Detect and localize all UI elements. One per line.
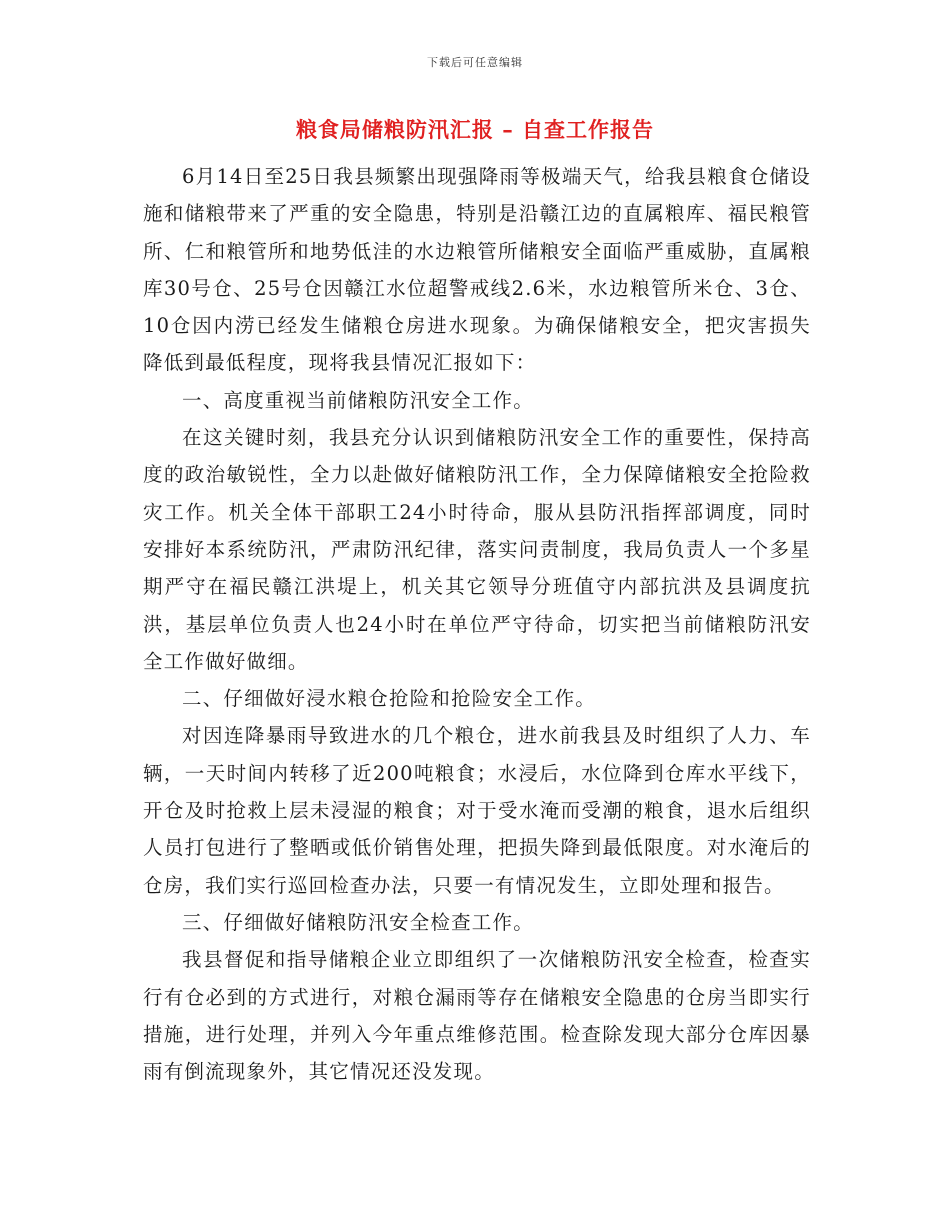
header-note: 下载后可任意编辑	[427, 56, 523, 69]
paragraph: 我县督促和指导储粮企业立即组织了一次储粮防汛安全检查，检查实行有仓必到的方式进行，对粮仓漏雨等存在储粮安全隐患的仓房当即实行措施，进行处理，并列入今年重点维修范围。检查除发现大部分仓库因暴雨有倒流现象外，其它情况还没发现。	[143, 948, 811, 1084]
section-heading: 三、仔细做好储粮防汛安全检查工作。	[182, 910, 534, 934]
paragraph: 6月14日至25日我县频繁出现强降雨等极端天气，给我县粮食仓储设施和储粮带来了严重的安全隐患，特别是沿赣江边的直属粮库、福民粮管所、仁和粮管所和地势低洼的水边粮管所储粮安全面临严重威胁，直属粮库30号仓、25号仓因赣江水位超警戒线2.6米，水边粮管所米仓、3仓、10仓因内涝已经发生储粮仓房进水现象。为确保储粮安全，把灾害损失降低到最低程度，现将我县情况汇报如下：	[143, 165, 811, 375]
document-body	[143, 158, 811, 1090]
section-heading: 二、仔细做好浸水粮仓抢险和抢险安全工作。	[182, 687, 597, 711]
section-heading: 一、高度重视当前储粮防汛安全工作。	[182, 388, 534, 412]
paragraph: 对因连降暴雨导致进水的几个粮仓，进水前我县及时组织了人力、车辆，一天时间内转移了近200吨粮食；水浸后，水位降到仓库水平线下，开仓及时抢救上层未浸湿的粮食；对于受水淹而受潮的粮食，退水后组织人员打包进行了整晒或低价销售处理，把损失降到最低限度。对水淹后的仓房，我们实行巡回检查办法，只要一有情况发生，立即处理和报告。	[143, 724, 811, 897]
document-title: 粮食局储粮防汛汇报 – 自查工作报告	[295, 117, 655, 142]
paragraph: 在这关键时刻，我县充分认识到储粮防汛安全工作的重要性，保持高度的政治敏锐性，全力以赴做好储粮防汛工作，全力保障储粮安全抢险救灾工作。机关全体干部职工24小时待命，服从县防汛指挥部调度，同时安排好本系统防汛，严肃防汛纪律，落实问责制度，我局负责人一个多星期严守在福民赣江洪堤上，机关其它领导分班值守内部抗洪及县调度抗洪，基层单位负责人也24小时在单位严守待命，切实把当前储粮防汛安全工作做好做细。	[143, 426, 811, 673]
